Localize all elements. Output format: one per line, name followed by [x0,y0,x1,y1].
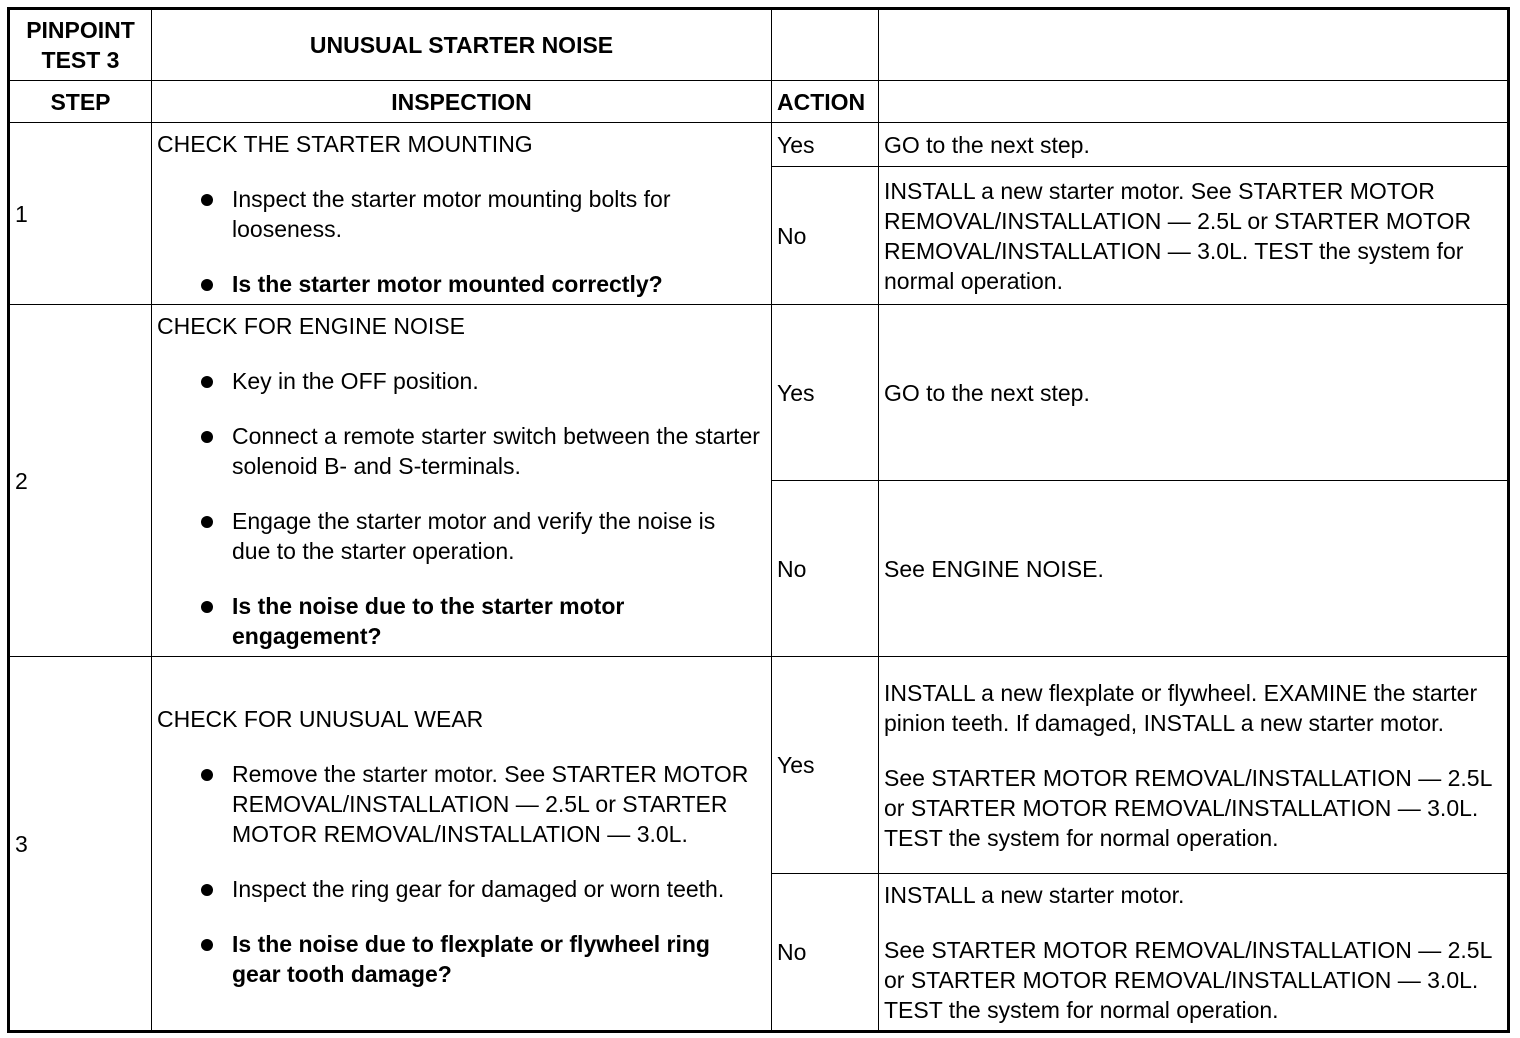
bullet-icon [201,516,213,528]
bullet-icon [201,431,213,443]
table-row [9,657,1509,874]
action-answer: Yes [772,305,879,481]
step-number: 3 [9,657,152,1032]
title-row-empty-cell [879,9,1509,81]
step-number: 1 [9,123,152,305]
inspection-bullets [157,759,766,989]
action-result: INSTALL a new flexplate or flywheel. EXAMINE the starter pinion teeth. If damaged, INSTALL a new starter motor. See STARTER MOTOR REMOVAL/INSTALLATION — 2.5L or STARTER MOTOR REMOVAL/INSTALLATION — 3.0L. TEST the system for normal operation. [879,657,1509,874]
list-item: Remove the starter motor. See STARTER MOTOR REMOVAL/INSTALLATION — 2.5L or STARTER MOTOR REMOVAL/INSTALLATION — 3.0L. [157,759,766,849]
action-answer: No [772,167,879,305]
inspection-question: Is the starter motor mounted correctly? [157,269,766,299]
title-row-empty-cell [772,9,879,81]
action-answer: Yes [772,123,879,167]
col-action-header: ACTION [772,81,879,123]
inspection-title: CHECK FOR ENGINE NOISE [157,313,465,339]
action-answer: No [772,874,879,1032]
action-result: INSTALL a new starter motor. See STARTER MOTOR REMOVAL/INSTALLATION — 2.5L or STARTER MOTOR REMOVAL/INSTALLATION — 3.0L. TEST the system for normal operation. [879,874,1509,1032]
bullet-icon [201,601,213,613]
bullet-icon [201,769,213,781]
list-item: Connect a remote starter switch between the starter solenoid B- and S-terminals. [157,421,766,481]
col-step-header: STEP [9,81,152,123]
inspection-cell [152,123,772,305]
pinpoint-label: PINPOINT TEST 3 [9,9,152,81]
col-inspection-header: INSPECTION [152,81,772,123]
step-number: 2 [9,305,152,657]
action-result: GO to the next step. [879,305,1509,481]
inspection-cell [152,657,772,1032]
inspection-title: CHECK FOR UNUSUAL WEAR [157,706,484,732]
action-answer: No [772,481,879,657]
inspection-title: CHECK THE STARTER MOUNTING [157,131,533,157]
list-item: Inspect the starter motor mounting bolts for looseness. [157,184,766,244]
bullet-icon [201,279,213,291]
inspection-bullets [157,366,766,651]
inspection-question: Is the noise due to flexplate or flywheel ring gear tooth damage? [157,929,766,989]
action-result: See ENGINE NOISE. [879,481,1509,657]
action-result: GO to the next step. [879,123,1509,167]
action-result: INSTALL a new starter motor. See STARTER MOTOR REMOVAL/INSTALLATION — 2.5L or STARTER MOTOR REMOVAL/INSTALLATION — 3.0L. TEST the system for normal operation. [879,167,1509,305]
bullet-icon [201,884,213,896]
bullet-icon [201,194,213,206]
bullet-icon [201,376,213,388]
pinpoint-test-table [7,7,1510,1033]
inspection-bullets [157,184,766,299]
list-item: Engage the starter motor and verify the noise is due to the starter operation. [157,506,766,566]
bullet-icon [201,939,213,951]
inspection-cell [152,305,772,657]
title-row [9,9,1509,81]
test-title: UNUSUAL STARTER NOISE [152,9,772,81]
inspection-question: Is the noise due to the starter motor engagement? [157,591,766,651]
table-row [9,305,1509,481]
table-row [9,123,1509,167]
list-item: Key in the OFF position. [157,366,766,396]
list-item: Inspect the ring gear for damaged or worn teeth. [157,874,766,904]
col-result-header [879,81,1509,123]
column-header-row [9,81,1509,123]
action-answer: Yes [772,657,879,874]
